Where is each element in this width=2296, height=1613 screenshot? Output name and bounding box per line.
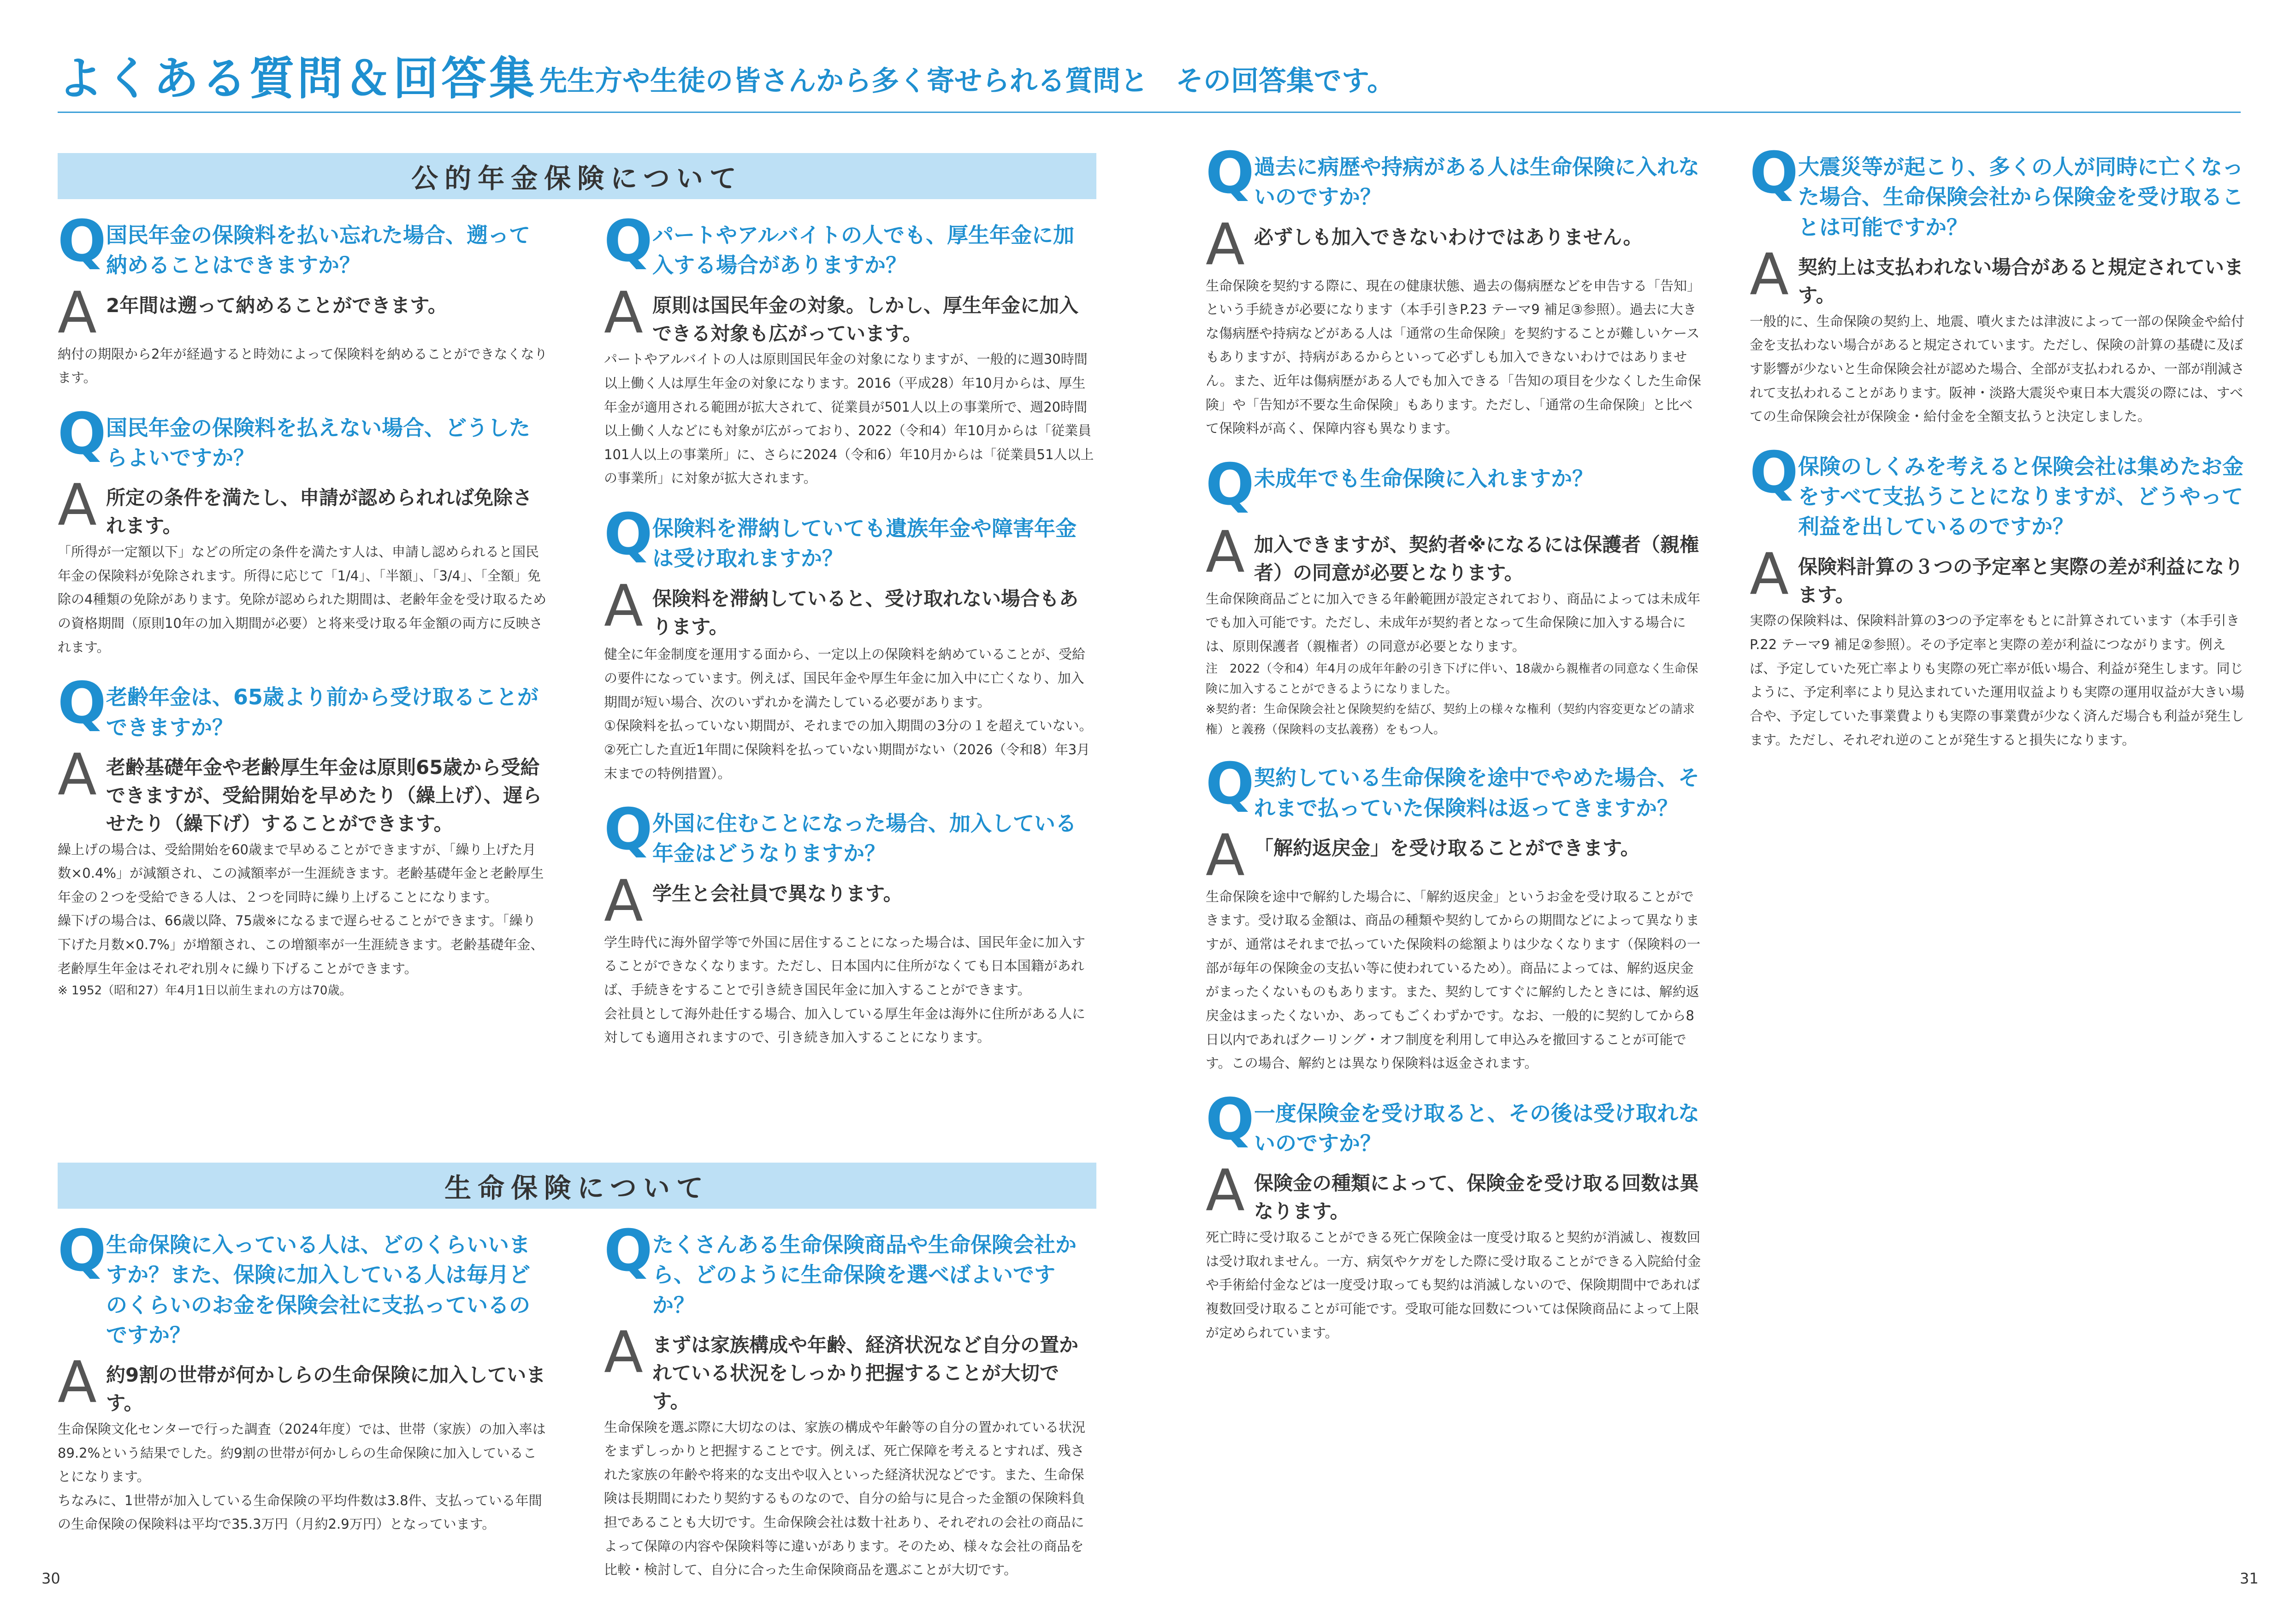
footnote: 注 2022（令和4）年4月の成年年齢の引き下げに伴い、18歳から親権者の同意なく生命保険に加入することができるようになりました。 <box>1206 662 1698 696</box>
answer-body <box>1750 310 2248 429</box>
footnote: ※契約者：生命保険会社と保険契約を結び、契約上の様々な権利（契約内容変更などの請求権）と義務（保険料の支払義務）をもつ人。 <box>1206 702 1695 737</box>
life-column-left <box>58 1218 549 1556</box>
question-text: パートやアルバイトの人でも、厚生年金に加入する場合がありますか？ <box>652 223 1074 278</box>
answer-body <box>604 643 1095 786</box>
question-text: 過去に病歴や持病がある人は生命保険に入れないのですか？ <box>1254 154 1699 210</box>
answer-mark-icon: A <box>58 472 97 539</box>
answer-body <box>604 1416 1095 1582</box>
answer-lead: 約9割の世帯が何かしらの生命保険に加入しています。 <box>106 1364 546 1415</box>
answer-lead: 保険金の種類によって、保険金を受け取る回数は異なります。 <box>1254 1172 1699 1223</box>
question-text: 老齢年金は、65歳より前から受け取ることができますか？ <box>106 685 539 740</box>
qa-item-p6 <box>604 797 1095 1050</box>
answer-body <box>1206 587 1704 659</box>
answer-paragraph: 生命保険を契約する際に、現在の健康状態、過去の傷病歴などを申告する「告知」という手続きが必要になります（本手引きP.23 テーマ9 補足③参照）。過去に大きな傷病歴や持病などがある人は「通常の生命保険」を契約することが難しいケースもありますが、持病があるからといって必ずしも加入できないわけではありません。また、近年は傷病歴がある人でも加入できる「告知の項目を少なくした生命保険」や「告知が不要な生命保険」もあります。ただし、「通常の生命保険」と比べて保険料が高く、保障内容も異なります。 <box>1206 278 1701 437</box>
answer-mark-icon: A <box>1750 541 1789 608</box>
answer-body <box>58 1418 549 1536</box>
answer-paragraph: 学生時代に海外留学等で外国に居住することになった場合は、国民年金に加入することができなくなります。ただし、日本国内に住所がなくても日本国籍があれば、手続きをすることで引き続き国民年金に加入することができます。 <box>604 934 1086 998</box>
page-number-left: 30 <box>41 1570 60 1587</box>
answer-lead: 加入できますが、契約者※になるには保護者（親権者）の同意が必要となります。 <box>1254 533 1699 584</box>
question-mark-icon: Q <box>58 670 107 737</box>
answer-lead: 契約上は支払われない場合があると規定されています。 <box>1798 255 2244 307</box>
qa-item-l5 <box>1206 751 1704 1075</box>
page-title: よくある質問＆回答集 <box>58 53 538 105</box>
answer-mark-icon: A <box>604 573 643 639</box>
question-mark-icon: Q <box>1206 451 1255 518</box>
question-mark-icon: Q <box>58 1218 107 1284</box>
answer-paragraph: パートやアルバイトの人は原則国民年金の対象になりますが、一般的に週30時間以上働く人は厚生年金の対象になります。2016（平成28）年10月からは、厚生年金が適用される範囲が拡大されて、従業員が501人以上の事業所で、週20時間以上働く人などにも対象が広がっており、2022（令和4）年10月からは「従業員101人以上の事業所」に、さらに2024（令和6）年10月からは「従業員51人以上の事業所」に対象が拡大されます。 <box>604 351 1094 486</box>
question-text: 保険料を滞納していても遺族年金や障害年金は受け取れますか？ <box>652 516 1077 571</box>
answer-lead: 原則は国民年金の対象。しかし、厚生年金に加入できる対象も広がっています。 <box>652 294 1079 345</box>
answer-mark-icon: A <box>1206 211 1245 278</box>
question-text: 国民年金の保険料を払い忘れた場合、遡って納めることはできますか？ <box>106 223 530 278</box>
answer-body <box>58 838 549 981</box>
question-text: 外国に住むことになった場合、加入している年金はどうなりますか？ <box>652 811 1077 866</box>
header-divider <box>58 112 2241 113</box>
question-mark-icon: Q <box>1750 140 1799 207</box>
qa-item-p5 <box>604 502 1095 786</box>
qa-item-l6 <box>1206 1086 1704 1345</box>
answer-body <box>58 343 549 390</box>
question-mark-icon: Q <box>604 1218 653 1284</box>
qa-item-l3 <box>1206 140 1704 441</box>
answer-lead: 必ずしも加入できないわけではありません。 <box>1254 225 1643 248</box>
answer-lead: 保険料を滞納していると、受け取れない場合もあります。 <box>652 587 1079 638</box>
answer-body <box>1206 1226 1704 1345</box>
question-text: 未成年でも生命保険に入れますか？ <box>1254 466 1593 491</box>
answer-mark-icon: A <box>58 741 97 808</box>
answer-paragraph: 納付の期限から2年が経過すると時効によって保険料を納めることができなくなります。 <box>58 346 548 386</box>
qa-item-p1 <box>58 208 549 390</box>
answer-paragraph: 健全に年金制度を運用する面から、一定以上の保険料を納めていることが、受給の要件になっています。例えば、国民年金や厚生年金に加入中に亡くなり、加入期間が短い場合、次のいずれかを満たしている必要があります。 <box>604 646 1086 710</box>
page-subtitle: 先生方や生徒の皆さんから多く寄せられる質問と その回答集です。 <box>539 65 1395 97</box>
right-page-column-left <box>1206 140 1704 1364</box>
pension-column-left <box>58 208 549 1020</box>
question-text: 契約している生命保険を途中でやめた場合、それまで払っていた保険料は返ってきますか？ <box>1254 765 1699 821</box>
qa-item-p4 <box>604 208 1095 490</box>
question-mark-icon: Q <box>58 208 107 275</box>
answer-paragraph: 生命保険文化センターで行った調査（2024年度）では、世帯（家族）の加入率は89.2%という結果でした。約9割の世帯が何かしらの生命保険に加入していることになります。 <box>58 1421 546 1485</box>
answer-paragraph: 一般的に、生命保険の契約上、地震、噴火または津波によって一部の保険金や給付金を支払わない場合があると規定されています。ただし、保険の計算の基礎に及ぼす影響が少ないと生命保険会社が認めた場合、全部が支払われるか、一部が削減されて支払われることがあります。阪神・淡路大震災や東日本大震災の際には、すべての生命保険会社が保険金・給付金を全額支払うと決定しました。 <box>1750 313 2245 425</box>
answer-lead: 所定の条件を満たし、申請が認められれば免除されます。 <box>106 486 533 538</box>
question-mark-icon: Q <box>1206 140 1255 207</box>
answer-paragraph: 実際の保険料は、保険料計算の3つの予定率をもとに計算されています（本手引きP.22 テーマ9 補足②参照）。その予定率と実際の差が利益につながります。例えば、予定していた死亡率よりも実際の死亡率が低い場合、利益が発生します。同じように、予定利率により見込まれていた運用収益よりも実際の運用収益が大きい場合や、予定していた事業費よりも実際の事業費が少なく済んだ場合も利益が発生します。ただし、それぞれ逆のことが発生すると損失になります。 <box>1750 613 2245 748</box>
answer-paragraph: ①保険料を払っていない期間が、それまでの加入期間の3分の１を超えていない。 <box>604 718 1093 734</box>
question-text: たくさんある生命保険商品や生命保険会社から、どのように生命保険を選べばよいですか？ <box>652 1232 1077 1318</box>
answer-lead: 学生と会社員で異なります。 <box>652 882 903 905</box>
answer-mark-icon: A <box>1206 519 1245 585</box>
pension-column-right <box>604 208 1095 1069</box>
answer-mark-icon: A <box>58 279 97 346</box>
answer-body <box>1206 274 1704 441</box>
answer-mark-icon: A <box>58 1349 97 1416</box>
answer-lead: 「解約返戻金」を受け取ることができます。 <box>1254 836 1640 859</box>
answer-paragraph: 「所得が一定額以下」などの所定の条件を満たす人は、申請し認められると国民年金の保険料が免除されます。所得に応じて「1/4」、「半額」、「3/4」、「全額」免除の4種類の免除があります。免除が認められた期間は、老齢年金を受け取るための資格期間（原則10年の加入期間が必要）と将来受け取る年金額の両方に反映されます。 <box>58 544 547 655</box>
answer-mark-icon: A <box>1206 822 1245 889</box>
footnote: ※ 1952（昭和27）年4月1日以前生まれの方は70歳。 <box>58 984 352 998</box>
answer-body <box>1750 609 2248 752</box>
question-text: 保険のしくみを考えると保険会社は集めたお金をすべて支払うことになりますが、どうやって利益を出しているのですか？ <box>1798 454 2243 539</box>
qa-item-p2 <box>58 401 549 659</box>
section-header-pension: 公的年金保険について <box>58 153 1096 199</box>
right-page-column-right <box>1750 140 2248 771</box>
qa-item-l1 <box>58 1218 549 1536</box>
answer-paragraph: 死亡時に受け取ることができる死亡保険金は一度受け取ると契約が消滅し、複数回は受け取れません。一方、病気やケガをした際に受け取ることができる入院給付金や手術給付金などは一度受け取っても契約は消滅しないので、保険期間中であれば複数回受け取ることが可能です。受取可能な回数については保険商品によって上限が定められています。 <box>1206 1229 1701 1341</box>
question-mark-icon: Q <box>604 208 653 275</box>
question-text: 国民年金の保険料を払えない場合、どうしたらよいですか？ <box>106 415 530 471</box>
answer-mark-icon: A <box>604 1319 643 1386</box>
answer-lead: まずは家族構成や年齢、経済状況など自分の置かれている状況をしっかり把握することが大切です。 <box>652 1333 1079 1412</box>
question-text: 生命保険に入っている人は、どのくらいいますか？また、保険に加入している人は毎月どのくらいのお金を保険会社に支払っているのですか？ <box>106 1232 530 1347</box>
answer-paragraph: ちなみに、1世帯が加入している生命保険の平均件数は3.8件、支払っている年間の生命保険の保険料は平均で35.3万円（月約2.9万円）となっています。 <box>58 1492 542 1532</box>
answer-lead: 2年間は遡って納めることができます。 <box>106 294 447 317</box>
question-mark-icon: Q <box>604 797 653 863</box>
section-header-life: 生命保険について <box>58 1163 1096 1209</box>
answer-paragraph: 繰下げの場合は、66歳以降、75歳※になるまで遅らせることができます。「繰り下げた月数×0.7%」が増額され、この増額率が一生涯続きます。老齢基礎年金、老齢厚生年金はそれぞれ別々に繰り下げることができます。 <box>58 913 544 976</box>
qa-item-l4 <box>1206 451 1704 740</box>
answer-paragraph: 会社員として海外赴任する場合、加入している厚生年金は海外に住所がある人に対しても適用されますので、引き続き加入することになります。 <box>604 1005 1086 1046</box>
qa-item-l8 <box>1750 439 2248 752</box>
answer-mark-icon: A <box>1750 241 1789 308</box>
answer-lead: 老齢基礎年金や老齢厚生年金は原則65歳から受給できますが、受給開始を早めたり（繰上げ）、遅らせたり（繰下げ）することができます。 <box>106 756 542 835</box>
answer-body <box>604 348 1095 490</box>
answer-body <box>58 540 549 659</box>
question-text: 大震災等が起こり、多くの人が同時に亡くなった場合、生命保険会社から保険金を受け取ることは可能ですか？ <box>1798 154 2243 240</box>
answer-paragraph: ②死亡した直近1年間に保険料を払っていない期間がない（2026（令和8）年3月末までの特例措置）。 <box>604 741 1090 781</box>
answer-body <box>604 931 1095 1050</box>
answer-body <box>1206 885 1704 1075</box>
question-mark-icon: Q <box>58 401 107 467</box>
question-mark-icon: Q <box>1750 439 1799 506</box>
answer-mark-icon: A <box>604 279 643 346</box>
qa-item-l2 <box>604 1218 1095 1582</box>
life-column-right <box>604 1218 1095 1601</box>
answer-paragraph: 繰上げの場合は、受給開始を60歳まで早めることができますが、「繰り上げた月数×0.4%」が減額され、この減額率が一生涯続きます。老齢基礎年金と老齢厚生年金の２つを受給できる人は、２つを同時に繰り上げることになります。 <box>58 841 544 905</box>
answer-mark-icon: A <box>1206 1158 1245 1224</box>
qa-item-p3 <box>58 670 549 1001</box>
answer-paragraph: 生命保険を選ぶ際に大切なのは、家族の構成や年齢等の自分の置かれている状況をまずしっかりと把握することです。例えば、死亡保障を考えるとすれば、残された家族の年齢や将来的な支出や収入といった経済状況などです。また、生命保険は長期間にわたり契約するものなので、自分の給与に見合った金額の保険料負担であることも大切です。生命保険会社は数十社あり、それぞれの会社の商品によって保障の内容や保険料等に違いがあります。そのため、様々な会社の商品を比較・検討して、自分に合った生命保険商品を選ぶことが大切です。 <box>604 1419 1086 1578</box>
answer-mark-icon: A <box>604 868 643 934</box>
qa-item-l7 <box>1750 140 2248 429</box>
question-mark-icon: Q <box>1206 751 1255 818</box>
question-mark-icon: Q <box>604 502 653 568</box>
answer-paragraph: 生命保険を途中で解約した場合に、「解約返戻金」というお金を受け取ることができます。受け取る金額は、商品の種類や契約してからの期間などによって異なりますが、通常はそれまで払っていた保険料の総額よりは少なくなります（保険料の一部が毎年の保険金の支払い等に使われているため）。商品によっては、解約返戻金がまったくないものもあります。また、契約してすぐに解約したときには、解約返戻金はまったくないか、あってもごくわずかです。なお、一般的に契約してから8日以内であればクーリング・オフ制度を利用して申込みを撤回することが可能です。この場合、解約とは異なり保険料は返金されます。 <box>1206 888 1701 1071</box>
question-text: 一度保険金を受け取ると、その後は受け取れないのですか？ <box>1254 1100 1699 1156</box>
answer-lead: 保険料計算の３つの予定率と実際の差が利益になります。 <box>1798 555 2244 606</box>
page-number-right: 31 <box>2240 1570 2259 1587</box>
answer-paragraph: 生命保険商品ごとに加入できる年齢範囲が設定されており、商品によっては未成年でも加入可能です。ただし、未成年が契約者となって生命保険に加入する場合には、原則保護者（親権者）の同意が必要となります。 <box>1206 591 1701 654</box>
question-mark-icon: Q <box>1206 1086 1255 1153</box>
